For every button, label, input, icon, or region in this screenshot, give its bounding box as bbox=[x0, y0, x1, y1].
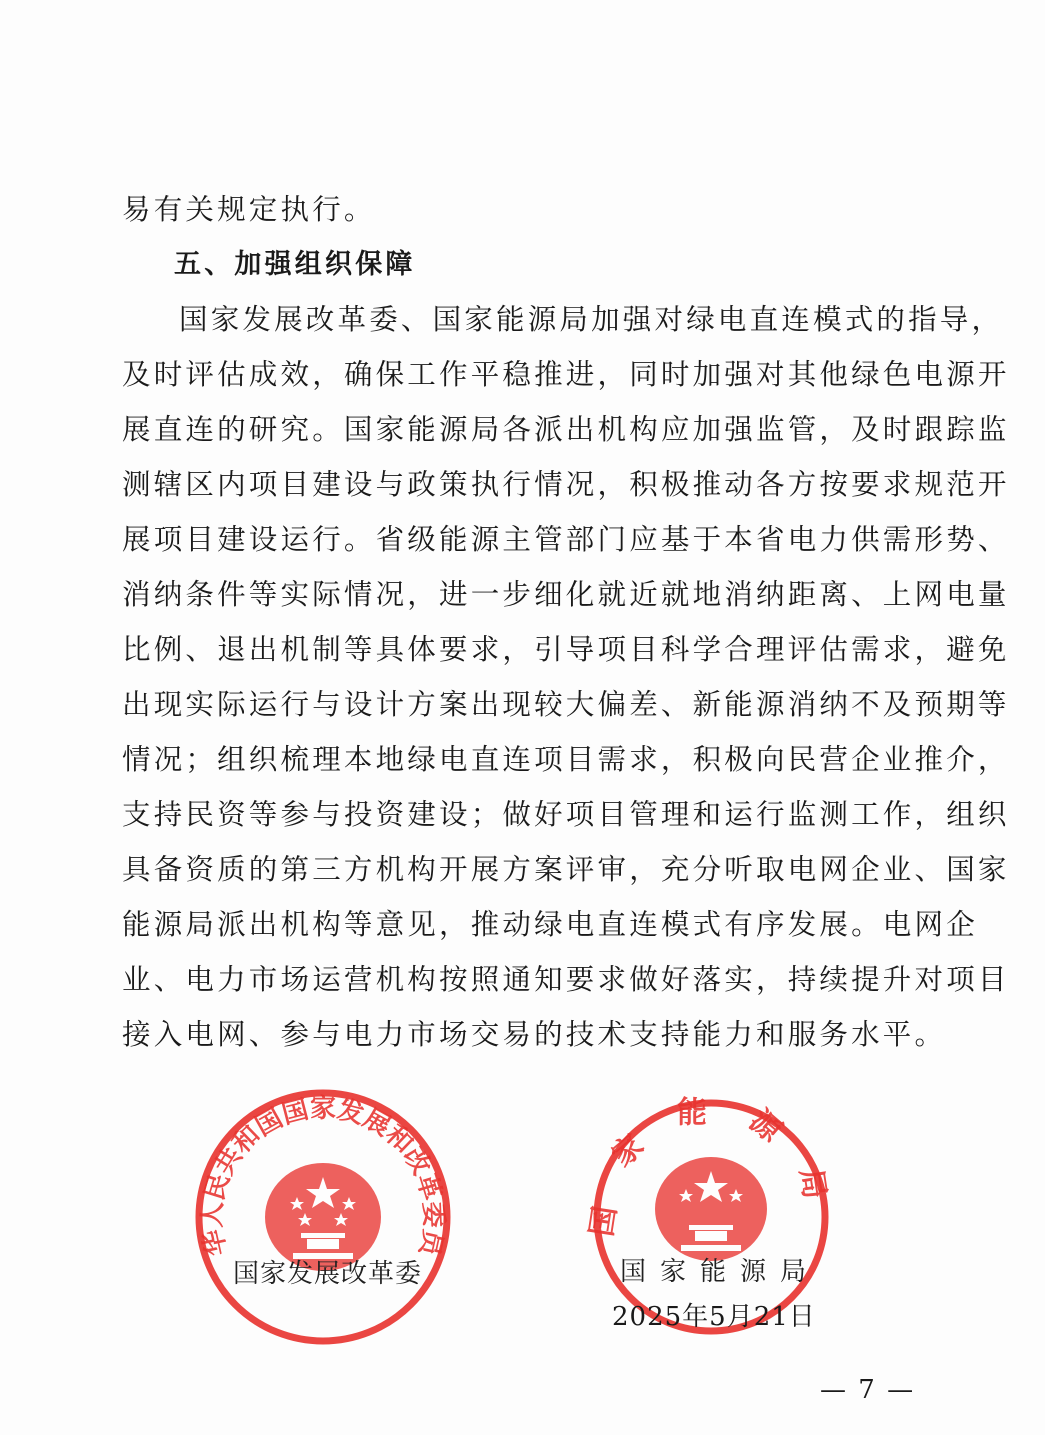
paragraph-line: 支持民资等参与投资建设；做好项目管理和运行监测工作，组织 bbox=[122, 798, 1010, 831]
paragraph-line: 接入电网、参与电力市场交易的技术支持能力和服务水平。 bbox=[122, 1018, 947, 1051]
ndrc-seal bbox=[179, 1062, 453, 1345]
paragraph-line: 及时评估成效，确保工作平稳推进，同时加强对其他绿色电源开 bbox=[122, 358, 1010, 391]
issue-date: 2025年5月21日 bbox=[612, 1302, 816, 1332]
paragraph-line: 国家发展改革委、国家能源局加强对绿电直连模式的指导， bbox=[179, 303, 1004, 336]
paragraph-line: 比例、退出机制等具体要求，引导项目科学合理评估需求，避免 bbox=[122, 633, 1010, 666]
paragraph-line: 展项目建设运行。省级能源主管部门应基于本省电力供需形势、 bbox=[122, 523, 1010, 556]
paragraph-line: 出现实际运行与设计方案出现较大偏差、新能源消纳不及预期等 bbox=[122, 688, 1010, 721]
paragraph-line: 具备资质的第三方机构开展方案评审，充分听取电网企业、国家 bbox=[122, 853, 1010, 886]
paragraph-line: 测辖区内项目建设与政策执行情况，积极推动各方按要求规范开 bbox=[122, 468, 1010, 501]
ndrc-seal-text: 中华人民共和国国家发展和改革委员会 bbox=[179, 1062, 449, 1259]
nea-seal-text: 国家能源局 bbox=[584, 1095, 838, 1239]
paragraph-line: 业、电力市场运营机构按照通知要求做好落实，持续提升对项目 bbox=[122, 963, 1010, 996]
paragraph-line: 消纳条件等实际情况，进一步细化就近就地消纳距离、上网电量 bbox=[122, 578, 1010, 611]
paragraph-line: 展直连的研究。国家能源局各派出机构应加强监管，及时跟踪监 bbox=[122, 413, 1010, 446]
signature-ndrc: 国家发展改革委 bbox=[233, 1259, 423, 1289]
paragraph-line: 易有关规定执行。 bbox=[122, 193, 376, 226]
document-body bbox=[122, 182, 1010, 1062]
signature-nea: 国家能源局 bbox=[620, 1257, 821, 1287]
national-emblem-icon bbox=[655, 1157, 767, 1261]
paragraph-line: 能源局派出机构等意见，推动绿电直连模式有序发展。电网企 bbox=[122, 908, 978, 941]
page-number: — 7 — bbox=[820, 1375, 916, 1405]
section-heading: 五、加强组织保障 bbox=[174, 249, 416, 280]
paragraph-line: 情况；组织梳理本地绿电直连项目需求，积极向民营企业推介， bbox=[122, 743, 1010, 776]
